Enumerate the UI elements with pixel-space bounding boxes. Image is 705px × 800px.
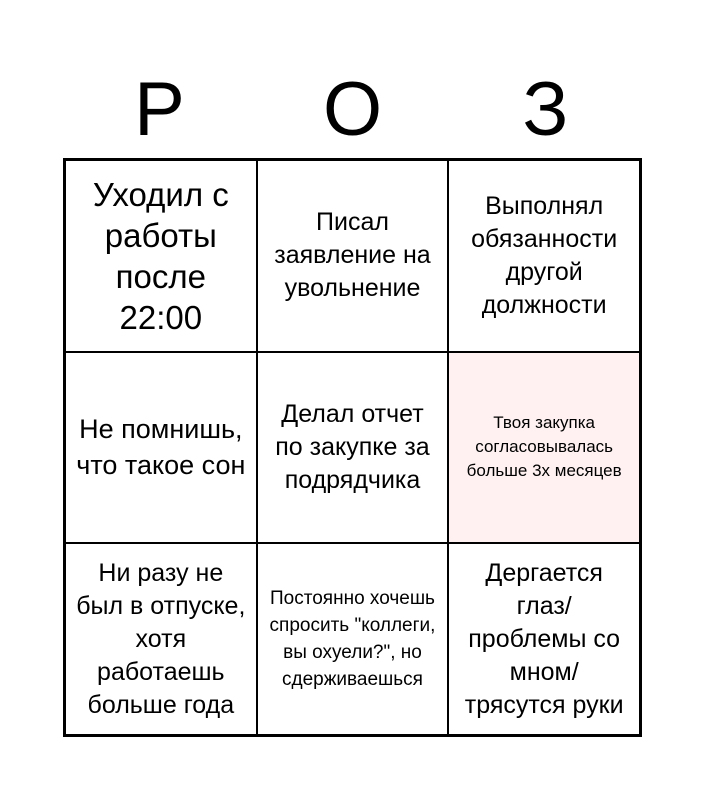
bingo-cell-4[interactable] [65, 352, 257, 544]
bingo-cell-text: Делал отчет по закупке за подрядчика [275, 399, 430, 494]
bingo-cell-1[interactable] [65, 160, 257, 352]
bingo-cell-5[interactable] [257, 352, 449, 544]
bingo-cell-9[interactable] [448, 543, 640, 735]
bingo-cell-text: Не помнишь, что такое сон [76, 414, 246, 481]
bingo-grid [63, 158, 642, 737]
header-letter-2: О [322, 67, 383, 152]
bingo-cell-text: Дергается глаз/ проблемы со мном/ трясутся руки [464, 558, 624, 719]
bingo-cell-7[interactable] [65, 543, 257, 735]
bingo-cell-text: Выполнял обязанности другой должности [471, 191, 618, 319]
bingo-cell-text: Постоянно хочешь спросить "коллеги, вы охуели?", но сдерживаешься [269, 588, 436, 691]
bingo-cell-text: Ни разу не был в отпуске, хотя работаешь больше года [76, 558, 246, 719]
bingo-cell-text: Уходил с работы после 22:00 [92, 175, 229, 336]
bingo-cell-text: Твоя закупка согласовывалась больше 3х месяцев [466, 413, 622, 481]
bingo-cell-6[interactable] [448, 352, 640, 544]
bingo-cell-8[interactable] [257, 543, 449, 735]
header-letter-1: Р [134, 67, 185, 152]
bingo-cell-text: Писал заявление на увольнение [274, 208, 431, 303]
header-letter-3: З [522, 67, 569, 152]
bingo-header [63, 62, 642, 158]
bingo-cell-2[interactable] [257, 160, 449, 352]
bingo-cell-3[interactable] [448, 160, 640, 352]
